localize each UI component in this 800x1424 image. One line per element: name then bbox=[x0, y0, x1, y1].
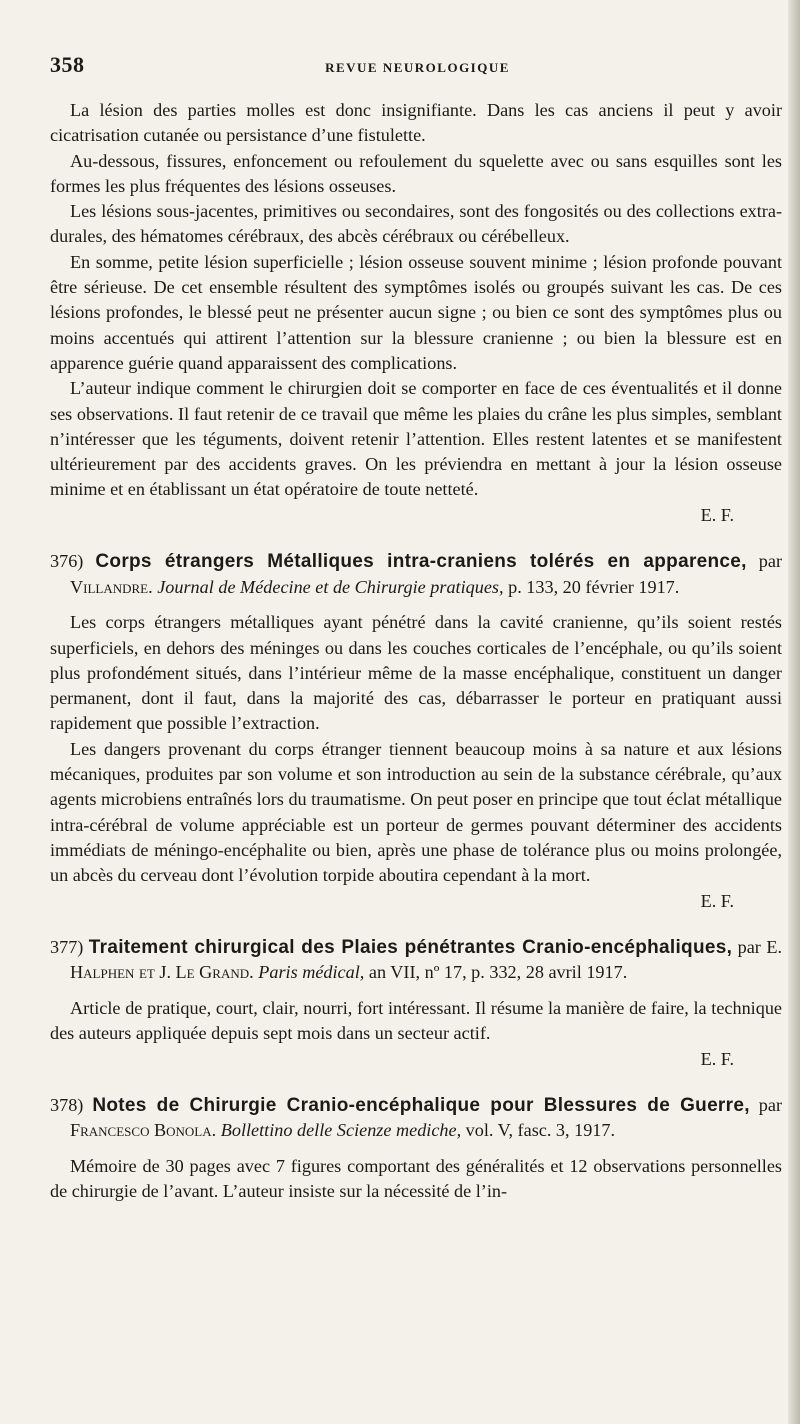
entry-heading bbox=[50, 935, 782, 985]
entry-by: par bbox=[758, 551, 783, 572]
entry-author: Francesco Bonola. bbox=[70, 1120, 217, 1141]
page-edge bbox=[788, 0, 800, 1424]
entry-body bbox=[50, 996, 782, 1072]
entry-paragraph: Article de pratique, court, clair, nourri, fort intéressant. Il résume la manière de faire, la technique des auteurs appliquée depuis sept mois dans un secteur actif. bbox=[50, 997, 782, 1044]
entry-376 bbox=[50, 549, 782, 914]
entry-paragraph: Les dangers provenant du corps étranger tiennent beaucoup moins à sa nature et aux lésions mécaniques, produites par son volume et son introduction au sein de la substance cérébrale, qu’aux agents microbiens entraînés lors du traumatisme. On peut poser en principe que tout éclat métallique intra-cérébral de volume appréciable est un porteur de germes pouvant déterminer des accidents immédiats de méningo-encéphalite ou bien, après une phase de tolérance plus ou moins prolongée, un abcès du cerveau dont l’évolution torpide aboutira cependant à la mort. bbox=[50, 738, 782, 886]
intro-paragraph: En somme, petite lésion superficielle ; lésion osseuse souvent minime ; lésion profonde pouvant être sérieuse. De cet ensemble résultent des symptômes isolés ou groupés suivant les cas. De ces lésions profondes, le blessé peut ne présenter aucun signe ; ou bien ce sont des symptômes plus ou moins accentués qui attirent l’attention sur la blessure cranienne ; ou bien la blessure est en apparence guérie quand apparaissent des complications. bbox=[50, 251, 782, 373]
article-body bbox=[50, 98, 782, 1205]
intro-paragraph: La lésion des parties molles est donc insignifiante. Dans les cas anciens il peut y avoir cicatrisation cutanée ou persistance d’une fistulette. bbox=[50, 100, 782, 146]
entry-author: E. Halphen et J. Le Grand. bbox=[70, 936, 782, 983]
entry-title: Corps étrangers Métalliques intra-craniens tolérés en apparence, bbox=[95, 551, 747, 573]
entry-journal: Bollettino delle Scienze mediche, bbox=[220, 1120, 462, 1141]
entry-journal: Journal de Médecine et de Chirurgie pratiques, bbox=[157, 576, 504, 597]
entry-signature: E. F. bbox=[700, 890, 734, 911]
entry-signature: E. F. bbox=[700, 1048, 734, 1069]
entry-title: Traitement chirurgical des Plaies pénétrantes Cranio-encéphaliques, bbox=[88, 936, 733, 958]
entry-378 bbox=[50, 1093, 782, 1205]
entry-citation: an VII, nº 17, p. 332, 28 avril 1917. bbox=[368, 962, 628, 983]
entry-heading bbox=[50, 549, 782, 599]
entry-citation: vol. V, fasc. 3, 1917. bbox=[465, 1120, 616, 1141]
running-title: REVUE NEUROLOGIQUE bbox=[325, 60, 510, 75]
page-header bbox=[50, 52, 785, 82]
page-number: 358 bbox=[50, 52, 85, 77]
entry-author: Villandre. bbox=[70, 576, 153, 597]
entry-heading bbox=[50, 1093, 782, 1143]
entry-paragraph: Mémoire de 30 pages avec 7 figures comportant des généralités et 12 observations personnelles de chirurgie de l’avant. L’auteur insiste sur la nécessité de l’in- bbox=[50, 1156, 782, 1202]
entry-body bbox=[50, 610, 782, 914]
entry-377 bbox=[50, 935, 782, 1072]
entry-by: par bbox=[758, 1094, 783, 1115]
entry-title: Notes de Chirurgie Cranio-encéphalique pour Blessures de Guerre, bbox=[92, 1094, 750, 1116]
entry-by: par bbox=[737, 936, 761, 957]
intro-paragraph: L’auteur indique comment le chirurgien doit se comporter en face de ces éventualités et il donne ses observations. Il faut retenir de ce travail que même les plaies du crâne les plus simples, semblant n’intéresser que les téguments, doivent retenir l’attention. Elles restent latentes et se manifestent ultérieurement par des accidents graves. On les préviendra en mettant à jour la lésion osseuse minime et en établissant un état opératoire de toute netteté. bbox=[50, 378, 782, 500]
entry-body bbox=[50, 1154, 782, 1205]
intro-paragraph: Les lésions sous-jacentes, primitives ou secondaires, sont des fongosités ou des collections extra-durales, des hématomes cérébraux, des abcès cérébraux ou cérébelleux. bbox=[50, 201, 782, 247]
entry-number: 377) bbox=[50, 936, 84, 957]
entry-paragraph: Les corps étrangers métalliques ayant pénétré dans la cavité cranienne, qu’ils soient restés superficiels, en dehors des méninges ou dans les couches corticales de l’encéphale, ou qu’ils soient plus profondément situés, dans l’intérieur même de la masse encéphalique, constituent un danger permanent, dont il faut, dans la majorité des cas, débarrasser le porteur en pratiquant aussi rapidement que possible l’extraction. bbox=[50, 612, 782, 734]
entry-journal: Paris médical, bbox=[258, 962, 365, 983]
intro-signature: E. F. bbox=[700, 504, 734, 525]
entry-number: 376) bbox=[50, 551, 84, 572]
entry-citation: p. 133, 20 février 1917. bbox=[508, 576, 680, 597]
entry-number: 378) bbox=[50, 1094, 84, 1115]
intro-paragraph: Au-dessous, fissures, enfoncement ou refoulement du squelette avec ou sans esquilles sont les formes les plus fréquentes des lésions osseuses. bbox=[50, 150, 782, 196]
